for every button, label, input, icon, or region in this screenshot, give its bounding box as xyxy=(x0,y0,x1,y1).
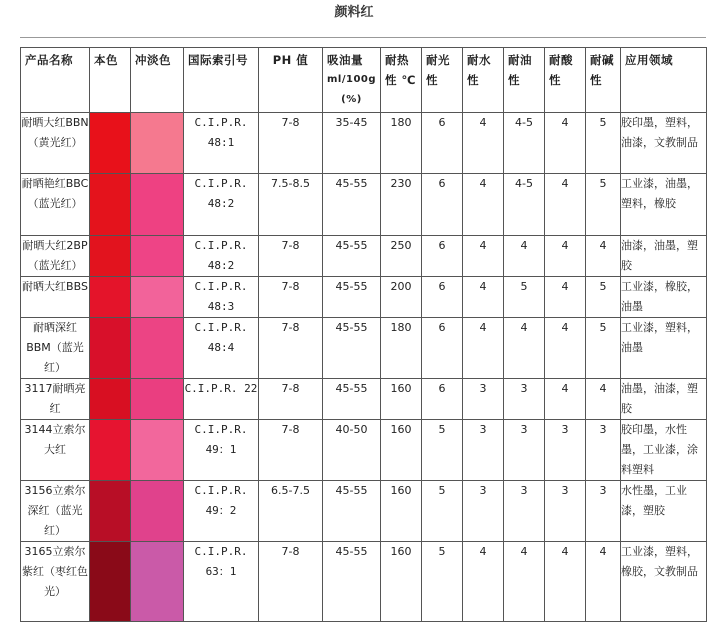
pigment-table xyxy=(20,47,707,622)
ci-index-cell: C.I.P.R. 49：1 xyxy=(184,420,259,481)
header-acid-line1: 耐酸 xyxy=(549,53,573,67)
light-fastness-cell: 6 xyxy=(422,174,463,236)
ph-cell: 7-8 xyxy=(259,379,323,420)
table-row xyxy=(21,113,707,174)
oil-resistance-cell: 5 xyxy=(504,277,545,318)
header-water-line2: 性 xyxy=(467,73,479,87)
applications-cell: 胶印墨，水性墨，工业漆，涂料塑料 xyxy=(621,420,707,481)
header-oil-resistance-line1: 耐油 xyxy=(508,53,532,67)
header-row xyxy=(21,48,707,113)
water-resistance-cell: 3 xyxy=(463,481,504,542)
acid-resistance-cell: 4 xyxy=(545,236,586,277)
header-oil-absorption-line3: (%) xyxy=(341,94,362,105)
heat-resistance-cell: 160 xyxy=(381,420,422,481)
table-row xyxy=(21,277,707,318)
header-oil-absorption xyxy=(323,48,381,113)
alkali-resistance-cell: 4 xyxy=(586,379,621,420)
ph-cell: 7-8 xyxy=(259,113,323,174)
mass-tone-swatch xyxy=(90,379,131,420)
product-name-cell: 3156立索尔深红（蓝光红） xyxy=(21,481,90,542)
acid-resistance-cell: 3 xyxy=(545,481,586,542)
acid-resistance-cell: 4 xyxy=(545,318,586,379)
header-alkali-line1: 耐碱 xyxy=(590,53,614,67)
table-row xyxy=(21,420,707,481)
oil-absorption-cell: 35-45 xyxy=(323,113,381,174)
water-resistance-cell: 3 xyxy=(463,420,504,481)
applications-cell: 水性墨，工业漆，塑胶 xyxy=(621,481,707,542)
oil-resistance-cell: 3 xyxy=(504,379,545,420)
header-alkali-line2: 性 xyxy=(590,73,602,87)
mass-tone-swatch xyxy=(90,236,131,277)
ph-cell: 7-8 xyxy=(259,236,323,277)
header-water-line1: 耐水 xyxy=(467,53,491,67)
table-row xyxy=(21,236,707,277)
tint-swatch xyxy=(131,113,184,174)
header-product-name: 产品名称 xyxy=(21,48,90,113)
mass-tone-swatch xyxy=(90,420,131,481)
water-resistance-cell: 4 xyxy=(463,113,504,174)
header-water xyxy=(463,48,504,113)
title-divider xyxy=(20,37,706,38)
tint-swatch xyxy=(131,481,184,542)
acid-resistance-cell: 4 xyxy=(545,277,586,318)
header-oil-resistance xyxy=(504,48,545,113)
ph-cell: 7-8 xyxy=(259,277,323,318)
header-tint: 冲淡色 xyxy=(131,48,184,113)
oil-absorption-cell: 45-55 xyxy=(323,542,381,622)
oil-absorption-cell: 45-55 xyxy=(323,318,381,379)
ci-index-cell: C.I.P.R. 48:2 xyxy=(184,174,259,236)
oil-resistance-cell: 4 xyxy=(504,318,545,379)
header-alkali xyxy=(586,48,621,113)
tint-swatch xyxy=(131,277,184,318)
header-heat-line1: 耐热 xyxy=(385,53,409,67)
ci-index-cell: C.I.P.R. 63：1 xyxy=(184,542,259,622)
product-name-cell: 耐晒深红BBM（蓝光红） xyxy=(21,318,90,379)
product-name-cell: 耐晒艳红BBC（蓝光红） xyxy=(21,174,90,236)
header-light-line2: 性 xyxy=(426,73,438,87)
alkali-resistance-cell: 5 xyxy=(586,174,621,236)
oil-absorption-cell: 45-55 xyxy=(323,379,381,420)
light-fastness-cell: 6 xyxy=(422,277,463,318)
water-resistance-cell: 4 xyxy=(463,542,504,622)
light-fastness-cell: 5 xyxy=(422,420,463,481)
heat-resistance-cell: 160 xyxy=(381,481,422,542)
oil-absorption-cell: 40-50 xyxy=(323,420,381,481)
product-name-cell: 耐晒大红BBN（黄光红） xyxy=(21,113,90,174)
tint-swatch xyxy=(131,318,184,379)
product-name-cell: 耐晒大红2BP（蓝光红） xyxy=(21,236,90,277)
table-row xyxy=(21,379,707,420)
oil-resistance-cell: 4 xyxy=(504,236,545,277)
tint-swatch xyxy=(131,379,184,420)
page-title: 颜料红 xyxy=(334,5,374,20)
table-row xyxy=(21,318,707,379)
light-fastness-cell: 6 xyxy=(422,113,463,174)
water-resistance-cell: 4 xyxy=(463,277,504,318)
header-light-line1: 耐光 xyxy=(426,53,450,67)
alkali-resistance-cell: 4 xyxy=(586,236,621,277)
heat-resistance-cell: 230 xyxy=(381,174,422,236)
applications-cell: 胶印墨，塑料，油漆，文教制品 xyxy=(621,113,707,174)
ph-cell: 7-8 xyxy=(259,420,323,481)
header-heat xyxy=(381,48,422,113)
oil-resistance-cell: 4 xyxy=(504,542,545,622)
oil-resistance-cell: 4-5 xyxy=(504,113,545,174)
tint-swatch xyxy=(131,236,184,277)
oil-absorption-cell: 45-55 xyxy=(323,481,381,542)
header-ci-index: 国际索引号 xyxy=(184,48,259,113)
mass-tone-swatch xyxy=(90,174,131,236)
header-light xyxy=(422,48,463,113)
header-ph: PH 值 xyxy=(259,48,323,113)
oil-resistance-cell: 4-5 xyxy=(504,174,545,236)
applications-cell: 油漆，油墨，塑胶 xyxy=(621,236,707,277)
water-resistance-cell: 4 xyxy=(463,236,504,277)
ci-index-cell: C.I.P.R. 48:3 xyxy=(184,277,259,318)
header-mass-tone: 本色 xyxy=(90,48,131,113)
heat-resistance-cell: 250 xyxy=(381,236,422,277)
acid-resistance-cell: 4 xyxy=(545,542,586,622)
light-fastness-cell: 6 xyxy=(422,379,463,420)
table-row xyxy=(21,481,707,542)
heat-resistance-cell: 180 xyxy=(381,113,422,174)
oil-resistance-cell: 3 xyxy=(504,481,545,542)
light-fastness-cell: 6 xyxy=(422,236,463,277)
table-row xyxy=(21,542,707,622)
ph-cell: 6.5-7.5 xyxy=(259,481,323,542)
oil-absorption-cell: 45-55 xyxy=(323,174,381,236)
applications-cell: 工业漆，橡胶，油墨 xyxy=(621,277,707,318)
header-acid xyxy=(545,48,586,113)
table-row xyxy=(21,174,707,236)
ph-cell: 7-8 xyxy=(259,318,323,379)
ci-index-cell: C.I.P.R. 48:4 xyxy=(184,318,259,379)
tint-swatch xyxy=(131,420,184,481)
tint-swatch xyxy=(131,542,184,622)
applications-cell: 工业漆，塑料，油墨 xyxy=(621,318,707,379)
heat-resistance-cell: 180 xyxy=(381,318,422,379)
alkali-resistance-cell: 5 xyxy=(586,277,621,318)
oil-absorption-cell: 45-55 xyxy=(323,277,381,318)
mass-tone-swatch xyxy=(90,542,131,622)
table-body xyxy=(21,113,707,622)
acid-resistance-cell: 3 xyxy=(545,420,586,481)
tint-swatch xyxy=(131,174,184,236)
header-heat-line2: 性 ℃ xyxy=(385,73,416,87)
header-oil-resistance-line2: 性 xyxy=(508,73,520,87)
product-name-cell: 3165立索尔紫红（枣红色光） xyxy=(21,542,90,622)
heat-resistance-cell: 200 xyxy=(381,277,422,318)
ph-cell: 7-8 xyxy=(259,542,323,622)
header-oil-absorption-line1: 吸油量 xyxy=(327,53,363,67)
water-resistance-cell: 4 xyxy=(463,174,504,236)
alkali-resistance-cell: 5 xyxy=(586,113,621,174)
mass-tone-swatch xyxy=(90,113,131,174)
water-resistance-cell: 4 xyxy=(463,318,504,379)
ci-index-cell: C.I.P.R. 22 xyxy=(184,379,259,420)
mass-tone-swatch xyxy=(90,318,131,379)
acid-resistance-cell: 4 xyxy=(545,174,586,236)
applications-cell: 工业漆，塑料，橡胶，文教制品 xyxy=(621,542,707,622)
product-name-cell: 耐晒大红BBS xyxy=(21,277,90,318)
oil-resistance-cell: 3 xyxy=(504,420,545,481)
alkali-resistance-cell: 4 xyxy=(586,542,621,622)
alkali-resistance-cell: 3 xyxy=(586,420,621,481)
heat-resistance-cell: 160 xyxy=(381,542,422,622)
alkali-resistance-cell: 3 xyxy=(586,481,621,542)
acid-resistance-cell: 4 xyxy=(545,379,586,420)
product-name-cell: 3117耐晒亮红 xyxy=(21,379,90,420)
header-oil-absorption-line2: ml/100g xyxy=(327,74,377,85)
applications-cell: 工业漆，油墨，塑料，橡胶 xyxy=(621,174,707,236)
mass-tone-swatch xyxy=(90,277,131,318)
product-name-cell: 3144立索尔大红 xyxy=(21,420,90,481)
ci-index-cell: C.I.P.R. 48:2 xyxy=(184,236,259,277)
ph-cell: 7.5-8.5 xyxy=(259,174,323,236)
heat-resistance-cell: 160 xyxy=(381,379,422,420)
water-resistance-cell: 3 xyxy=(463,379,504,420)
mass-tone-swatch xyxy=(90,481,131,542)
ci-index-cell: C.I.P.R. 49：2 xyxy=(184,481,259,542)
ci-index-cell: C.I.P.R. 48:1 xyxy=(184,113,259,174)
light-fastness-cell: 6 xyxy=(422,318,463,379)
light-fastness-cell: 5 xyxy=(422,481,463,542)
header-acid-line2: 性 xyxy=(549,73,561,87)
header-applications: 应用领域 xyxy=(621,48,707,113)
light-fastness-cell: 5 xyxy=(422,542,463,622)
acid-resistance-cell: 4 xyxy=(545,113,586,174)
oil-absorption-cell: 45-55 xyxy=(323,236,381,277)
applications-cell: 油墨，油漆，塑胶 xyxy=(621,379,707,420)
alkali-resistance-cell: 5 xyxy=(586,318,621,379)
